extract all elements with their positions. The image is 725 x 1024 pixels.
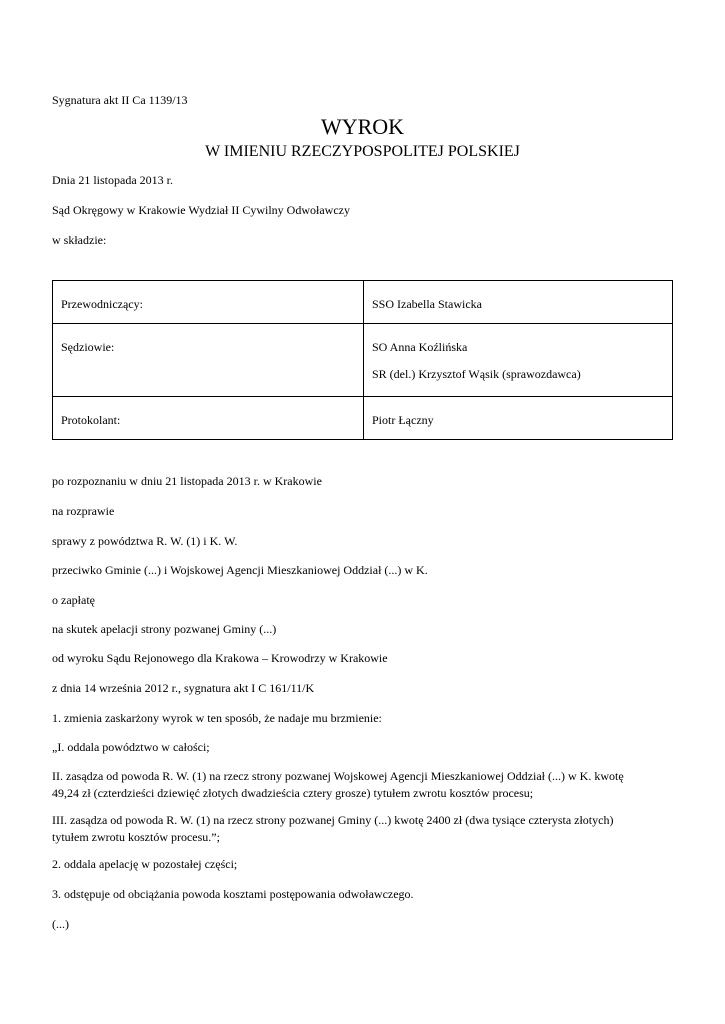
panel-name: SSO Izabella Stawicka <box>372 297 482 311</box>
document-title: WYROK <box>320 114 405 139</box>
claim-subject-line: o zapłatę <box>52 593 95 607</box>
judgment-date: Dnia 21 listopada 2013 r. <box>52 173 173 187</box>
panel-name: SR (del.) Krzysztof Wąsik (sprawozdawca) <box>372 367 581 381</box>
hearing-type-line: na rozprawie <box>52 504 115 518</box>
panel-role-cell <box>53 324 364 397</box>
panel-name: SO Anna Koźlińska <box>372 340 468 354</box>
panel-names-cell <box>364 397 673 440</box>
panel-role-cell <box>53 397 364 440</box>
panel-row-clerk <box>53 397 673 440</box>
plaintiffs-line: sprawy z powództwa R. W. (1) i K. W. <box>52 534 238 548</box>
ruling-point-1: 1. zmienia zaskarżony wyrok w ten sposób, że nadaje mu brzmienie: <box>52 711 382 725</box>
panel-role-cell <box>53 281 364 324</box>
document-subtitle: W IMIENIU RZECZYPOSPOLITEJ POLSKIEJ <box>205 143 520 160</box>
composition-label: w składzie: <box>52 233 107 247</box>
panel-row-judges <box>53 324 673 397</box>
court-name: Sąd Okręgowy w Krakowie Wydział II Cywilny Odwoławczy <box>52 203 350 217</box>
ruling-item-ii-line-2: 49,24 zł (czterdzieści dziewięć złotych dwadzieścia cztery grosze) tytułem zwrotu kosztów procesu; <box>52 786 534 800</box>
panel-role: Sędziowie: <box>61 340 115 354</box>
hearing-date-line: po rozpoznaniu w dniu 21 listopada 2013 r. w Krakowie <box>52 474 322 488</box>
lower-court-line: od wyroku Sądu Rejonowego dla Krakowa – Krowodrzy w Krakowie <box>52 651 388 665</box>
appeal-line: na skutek apelacji strony pozwanej Gminy (...) <box>52 622 277 636</box>
ruling-item-ii-line-1: II. zasądza od powoda R. W. (1) na rzecz strony pozwanej Wojskowej Agencji Mieszkaniowej Oddział (...) w K. kwotę <box>52 769 624 783</box>
ellipsis-line: (...) <box>52 917 69 931</box>
panel-role: Protokolant: <box>61 413 121 427</box>
panel-names-cell <box>364 281 673 324</box>
lower-court-ruling-line: z dnia 14 września 2012 r., sygnatura akt I C 161/11/K <box>52 681 315 695</box>
panel-names-cell <box>364 324 673 397</box>
panel-name: Piotr Łączny <box>372 413 434 427</box>
case-signature: Sygnatura akt II Ca 1139/13 <box>52 93 188 107</box>
panel-role: Przewodniczący: <box>61 297 143 311</box>
panel-row-presiding <box>53 281 673 324</box>
ruling-point-3: 3. odstępuje od obciążania powoda kosztami postępowania odwoławczego. <box>52 887 414 901</box>
ruling-item-i: „I. oddala powództwo w całości; <box>52 740 210 754</box>
ruling-item-iii-line-1: III. zasądza od powoda R. W. (1) na rzecz strony pozwanej Gminy (...) kwotę 2400 zł (dwa tysiące czterysta złotych) <box>52 813 614 827</box>
defendants-line: przeciwko Gminie (...) i Wojskowej Agencji Mieszkaniowej Oddział (...) w K. <box>52 563 428 577</box>
ruling-point-2: 2. oddala apelację w pozostałej części; <box>52 857 238 871</box>
ruling-item-iii-line-2: tytułem zwrotu kosztów procesu.”; <box>52 830 220 844</box>
court-panel-table <box>52 280 673 440</box>
